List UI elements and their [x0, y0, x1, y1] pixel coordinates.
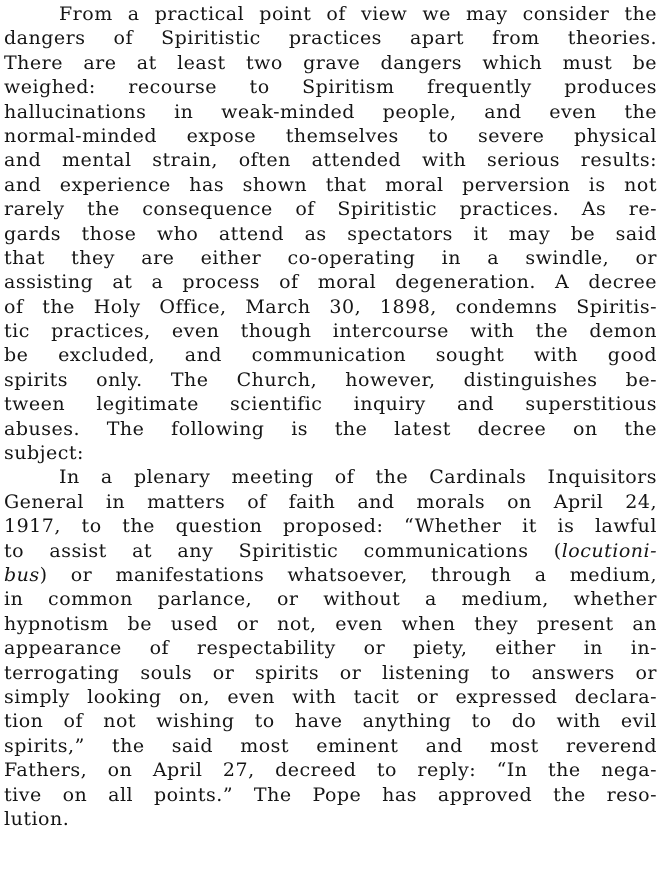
- text-line: From a practical point of view we may consider the: [59, 3, 657, 25]
- text-line: normal-minded expose themselves to severe physical: [4, 124, 657, 147]
- text-line: In a plenary meeting of the Cardinals Inquisitors: [59, 466, 657, 489]
- text-line: General in matters of faith and morals on April 24,: [4, 490, 657, 513]
- text-line: spirits only. The Church, however, distinguishes be-: [4, 368, 657, 391]
- text-line: in common parlance, or without a medium, whether: [4, 588, 657, 611]
- text-line: weighed: recourse to Spiritism frequently produces: [4, 76, 657, 99]
- text-line: terrogating souls or spirits or listening to answers or: [4, 661, 657, 684]
- text-line: tic practices, even though intercourse with the demon: [4, 320, 657, 343]
- text-line: simply looking on, even with tacit or expressed declara-: [4, 685, 657, 708]
- text-line-with-italic: [4, 563, 657, 587]
- text-segment: to assist at any Spiritistic communications (: [4, 539, 562, 562]
- text-line: dangers of Spiritistic practices apart from theories.: [4, 27, 657, 50]
- paragraph-decree: [4, 465, 657, 831]
- text-line: and mental strain, often attended with serious results:: [4, 149, 657, 172]
- text-line: Fathers, on April 27, decreed to reply: “In the nega-: [4, 759, 657, 782]
- text-line: that they are either co-operating in a swindle, or: [4, 246, 657, 269]
- paragraph-dangers: [4, 2, 657, 465]
- text-line-with-italic: [4, 539, 657, 563]
- text-line: tion of not wishing to have anything to do with evil: [4, 710, 657, 733]
- text-line: lution.: [4, 807, 70, 830]
- text-line: be excluded, and communication sought with good: [4, 344, 657, 367]
- text-line: and experience has shown that moral perversion is not: [4, 173, 657, 196]
- text-line: of the Holy Office, March 30, 1898, condemns Spiritis-: [4, 295, 657, 318]
- text-line: subject:: [4, 442, 84, 465]
- text-line: rarely the consequence of Spiritistic practices. As re-: [4, 198, 657, 221]
- text-line: There are at least two grave dangers which must be: [4, 51, 657, 74]
- text-line: assisting at a process of moral degeneration. A decree: [4, 271, 657, 294]
- italic-term: bus: [4, 563, 40, 586]
- text-line: tween legitimate scientific inquiry and superstitious: [4, 393, 657, 416]
- text-line: appearance of respectability or piety, either in in-: [4, 637, 657, 660]
- text-line: tive on all points.” The Pope has approved the reso-: [4, 783, 657, 806]
- text-line: gards those who attend as spectators it may be said: [4, 222, 657, 245]
- text-segment: ) or manifestations whatsoever, through a medium,: [39, 563, 657, 586]
- text-line: hallucinations in weak-minded people, and even the: [4, 100, 657, 123]
- italic-term: locutioni-: [561, 539, 657, 562]
- text-line: abuses. The following is the latest decree on the: [4, 417, 657, 440]
- text-line: 1917, to the question proposed: “Whether it is lawful: [4, 515, 657, 538]
- text-line: hypnotism be used or not, even when they present an: [4, 612, 657, 635]
- text-line: spirits,” the said most eminent and most reverend: [4, 734, 657, 757]
